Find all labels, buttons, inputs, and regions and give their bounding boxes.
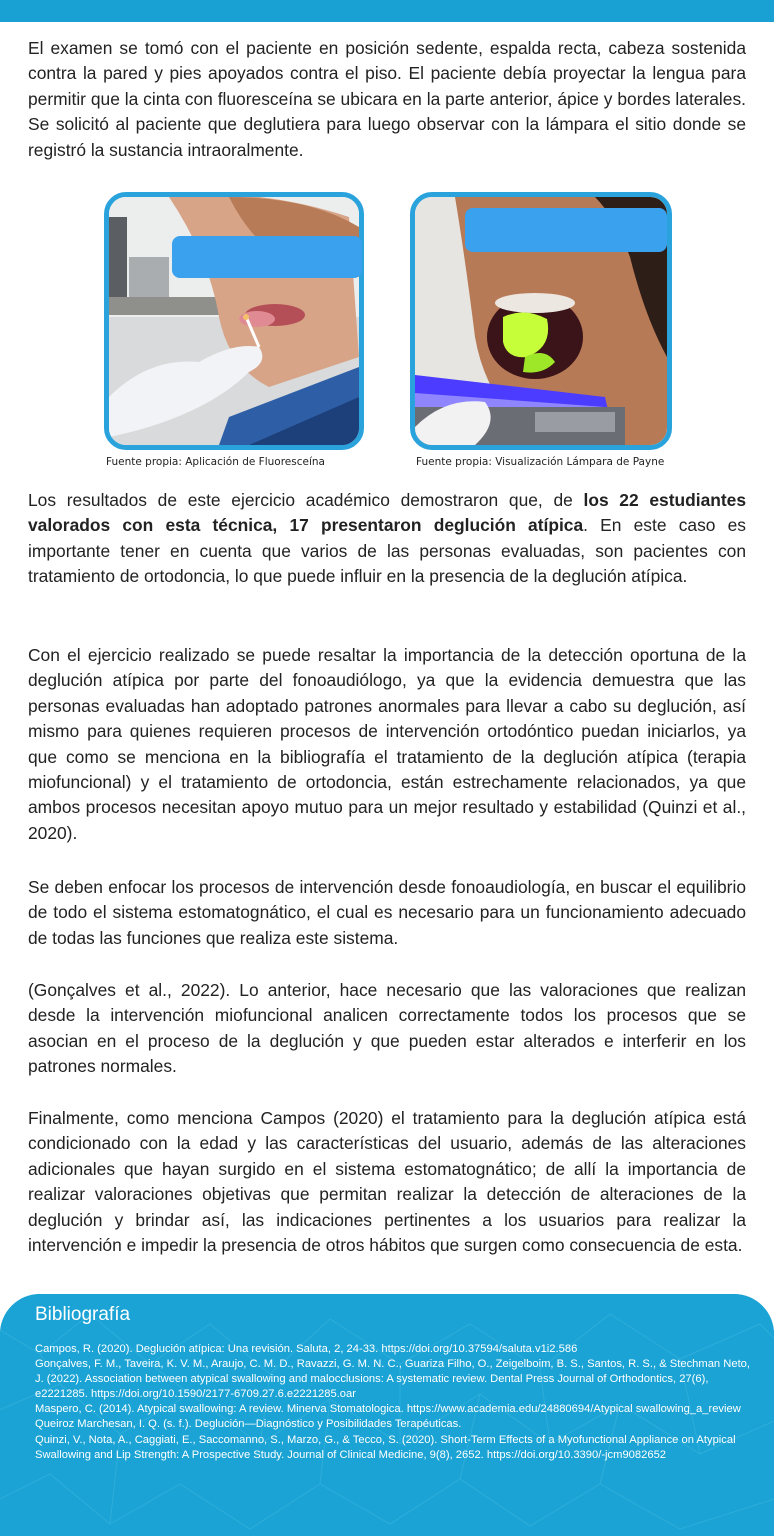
photo-fluorescein-application [104,192,364,450]
privacy-mask-right [465,208,667,252]
reference-list [35,1342,757,1463]
reference-item: Quinzi, V., Nota, A., Caggiati, E., Saccomanno, S., Marzo, G., & Tecco, S. (2020). Short-Term Effects of a Myofunctional Appliance on Atypical Swallowing and Lip Strength: A Prospective Study. Journal of Clinical Medicine, 9(8), 2652. https://doi.org/10.3390/-jcm9082652 [35,1433,736,1461]
results-highlight: los 22 estudiantes valorados con esta técnica, 17 presentaron deglución atípica [28,490,746,536]
bibliography-panel [0,1294,774,1536]
results-text-start: Los resultados de este ejercicio académico demostraron que, de [28,490,584,510]
bibliography-title: Bibliografía [35,1304,131,1325]
results-text-end: . En este caso es importante tener en cuenta que varios de las personas evaluadas, son pacientes con tratamiento de ortodoncia, lo que puede influir en la presencia de la deglución atípica. [28,515,747,587]
privacy-mask-left [172,236,362,278]
paragraph-procedure: El examen se tomó con el paciente en posición sedente, espalda recta, cabeza sostenida contra la pared y pies apoyados contra el piso. El paciente debía proyectar la lengua para permitir que la cinta con fluoresceína se ubicara en la parte anterior, ápice y bordes laterales. Se solicitó al paciente que deglutiera para luego observar con la lámpara el sitio donde se registró la sustancia intraoralmente. [28,38,746,160]
fluorescein-application-illustration [109,197,359,445]
caption-fluorescein: Fuente propia: Aplicación de Fluoresceína [106,456,325,468]
paragraph-results [28,488,746,590]
paragraph-intervention: Se deben enfocar los procesos de intervención desde fonoaudiología, en buscar el equilibrio de todo el sistema estomatognático, el cual es necesario para un funcionamiento adecuado de todas las funciones que realiza este sistema. [28,877,746,948]
top-accent-bar [0,0,774,22]
paragraph-goncalves: (Gonçalves et al., 2022). Lo anterior, hace necesario que las valoraciones que realizan desde la intervención miofuncional analicen correctamente todos los procesos que se asocian en el proceso de la deglución y que pueden estar alterados e interferir en los patrones normales. [28,980,746,1077]
reference-item: Gonçalves, F. M., Taveira, K. V. M., Araujo, C. M. D., Ravazzi, G. M. N. C., Guariza Filho, O., Zeigelboim, B. S., Santos, R. S., & Stechman Neto, J. (2022). Association between atypical swallowing and malocclusions: A systematic review. Dental Press Journal of Orthodontics, 27(6), e2221285. https://doi.org/10.1590/2177-6709.27.6.e2221285.oar [35,1358,751,1401]
paragraph-conclusion: Finalmente, como menciona Campos (2020) el tratamiento para la deglución atípica está condicionado con la edad y las características del usuario, además de las alteraciones adicionales que hayan surgido en el sistema estomatognático; de allí la importancia de realizar valoraciones objetivas que permitan realizar la detección de alteraciones de la deglución y brindar así, las indicaciones pertinentes a los usuarios para realizar la intervención e impedir la presencia de otros hábitos que surgen como consecuencia de esta. [28,1108,746,1256]
caption-payne-lamp: Fuente propia: Visualización Lámpara de Payne [416,456,665,468]
paragraph-importance: Con el ejercicio realizado se puede resaltar la importancia de la detección oportuna de la deglución atípica por parte del fonoaudiólogo, ya que la evidencia demuestra que las personas evaluadas han adoptado patrones anormales para llevar a cabo su deglución, así mismo para quienes requieren procesos de intervención ortodóntico puedan iniciarlos, ya que como se menciona en la bibliografía el tratamiento de la deglución atípica (terapia miofuncional) y el tratamiento de ortodoncia, están estrechamente relacionados, ya que ambos procesos necesitan apoyo mutuo para un mejor resultado y estabilidad (Quinzi et al., 2020). [28,645,746,843]
reference-item: Maspero, C. (2014). Atypical swallowing: A review. Minerva Stomatologica. https://www.academia.edu/24880694/Atypical swallowing_a_review [35,1403,741,1416]
reference-item: Campos, R. (2020). Deglución atípica: Una revisión. Saluta, 2, 24-33. https://doi.org/10.37594/saluta.v1i2.586 [35,1343,578,1355]
reference-item: Queiroz Marchesan, I. Q. (s. f.). Deglución—Diagnóstico y Posibilidades Terapéuticas. [35,1418,462,1431]
